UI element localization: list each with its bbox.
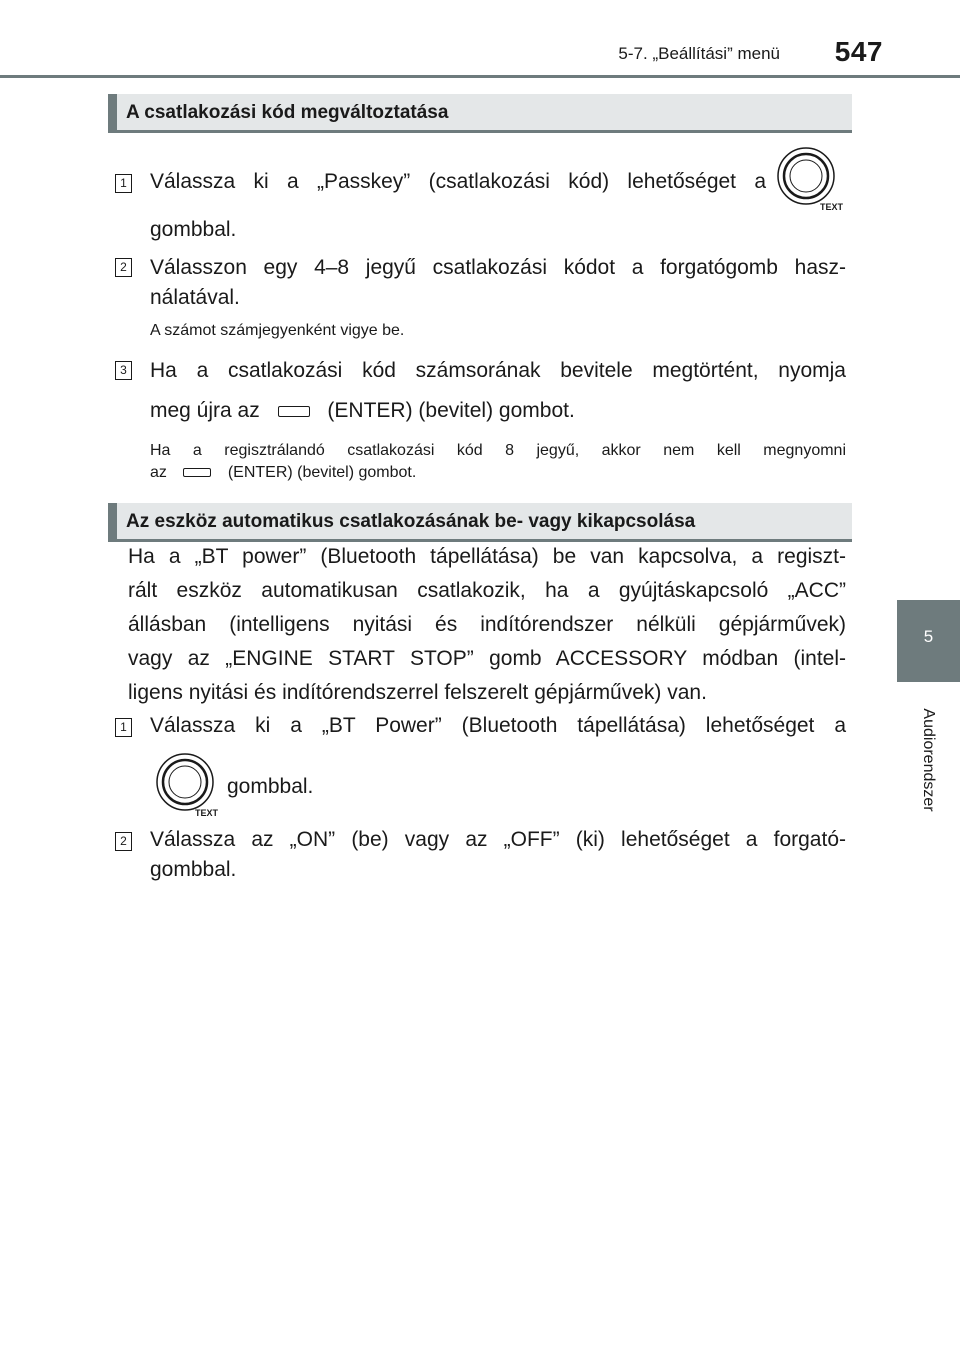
step-text: gombbal. xyxy=(227,775,314,798)
section-header-passkey xyxy=(108,94,852,133)
header-rule xyxy=(0,75,960,78)
step-text xyxy=(150,391,575,431)
enter-button-icon xyxy=(183,468,211,477)
step-note-part: az xyxy=(150,464,167,481)
step-number-badge: 2 xyxy=(115,258,132,277)
intro-paragraph-line: ligens nyitási és indítórendszerrel felszerelt gépjárművek) van. xyxy=(128,681,707,704)
section-title: Az eszköz automatikus csatlakozásának be- vagy kikapcsolása xyxy=(126,511,696,532)
step-number-badge: 2 xyxy=(115,832,132,851)
dial-label: TEXT xyxy=(195,808,219,818)
step-number-badge: 1 xyxy=(115,718,132,737)
step-text: Válasszon egy 4–8 jegyű csatlakozási kódot a forgatógomb hasz- xyxy=(150,256,846,279)
section-header-bar xyxy=(108,94,117,130)
step-number-badge: 1 xyxy=(115,174,132,193)
step-note: Ha a regisztrálandó csatlakozási kód 8 jegyű, akkor nem kell megnyomni xyxy=(150,442,846,459)
step-text-part: (ENTER) (bevitel) gombot. xyxy=(327,399,575,422)
step-text: Válassza ki a „BT Power” (Bluetooth tápellátása) lehetőséget a xyxy=(150,714,846,737)
intro-paragraph-line: állásban (intelligens nyitási és indítórendszer nélküli gépjárművek) xyxy=(128,613,846,636)
step-text-part: meg újra az xyxy=(150,399,260,422)
page-number: 547 xyxy=(834,36,883,67)
running-header-section: 5-7. „Beállítási” menü xyxy=(618,44,780,63)
step-text: Válassza ki a „Passkey” (csatlakozási kód) lehetőséget a xyxy=(150,170,766,193)
step-text: nálatával. xyxy=(150,286,240,309)
dial-label: TEXT xyxy=(820,202,844,212)
intro-paragraph-line: vagy az „ENGINE START STOP” gomb ACCESSORY módban (intel- xyxy=(128,647,846,670)
step-text: Válassza az „ON” (be) vagy az „OFF” (ki) lehetőséget a forgató- xyxy=(150,828,846,851)
step-note xyxy=(150,462,416,484)
intro-paragraph-line: rált eszköz automatikusan csatlakozik, ha a gyújtáskapcsoló „ACC” xyxy=(128,579,846,602)
section-title: A csatlakozási kód megváltoztatása xyxy=(126,102,449,123)
intro-paragraph-line: Ha a „BT power” (Bluetooth tápellátása) be van kapcsolva, a regiszt- xyxy=(128,545,846,568)
step-note: A számot számjegyenként vigye be. xyxy=(150,322,405,339)
step-note-part: (ENTER) (bevitel) gombot. xyxy=(227,464,417,481)
chapter-label: Audiorendszer xyxy=(920,708,937,812)
enter-button-icon xyxy=(278,406,310,417)
tune-dial-icon xyxy=(776,146,844,219)
step-text: gombbal. xyxy=(150,218,237,241)
step-text: Ha a csatlakozási kód számsorának bevitele megtörtént, nyomja xyxy=(150,359,846,382)
section-header-bar xyxy=(108,503,117,539)
step-number-badge: 3 xyxy=(115,361,132,380)
tune-dial-icon xyxy=(155,752,219,825)
step-text: gombbal. xyxy=(150,858,237,881)
chapter-tab-number: 5 xyxy=(923,627,934,646)
